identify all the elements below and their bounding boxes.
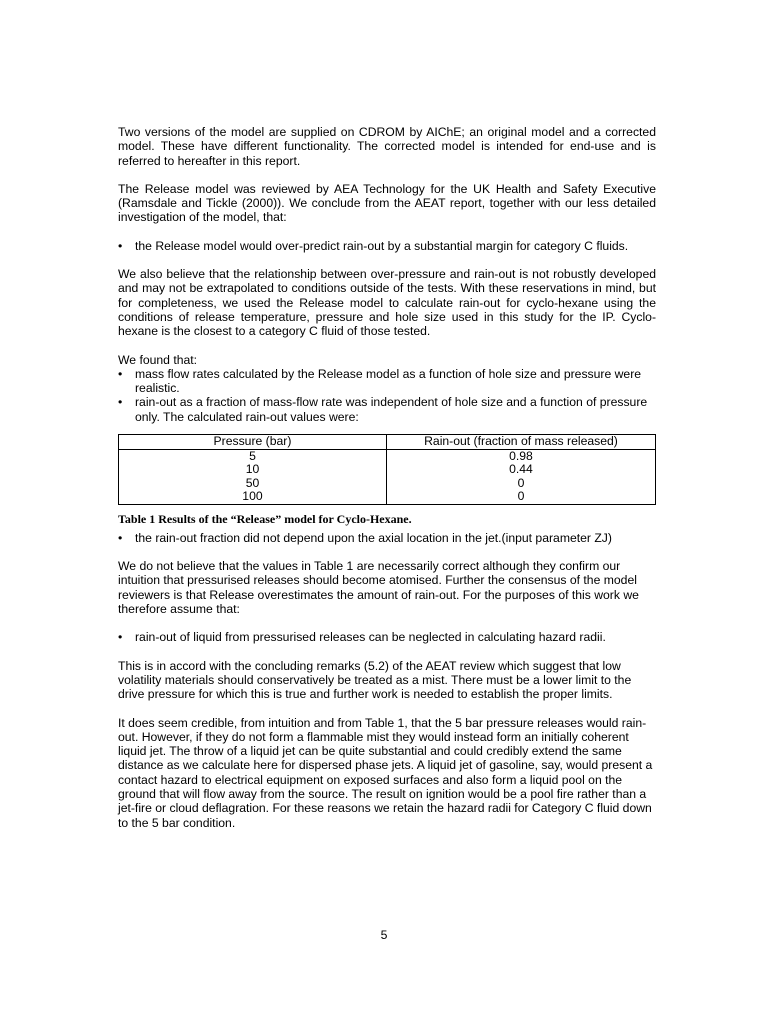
table-cell: 0: [386, 490, 655, 504]
bullet-list-axial: [118, 531, 656, 545]
document-page: [118, 125, 656, 844]
paragraph-over-pressure: We also believe that the relationship between over-pressure and rain-out is not robustly developed and may not be extrapolated to conditions outside of the tests. With these reservations in mind, but for completeness, we used the Release model to calculate rain-out for cyclo-hexane using the conditions of release temperature, pressure and hole size used in this study for the IP. Cyclo-hexane is the closest to a category C fluid of those tested.: [118, 267, 656, 339]
table-row: [119, 463, 656, 477]
paragraph-we-found: We found that:: [118, 352, 198, 367]
bullet-icon: •: [118, 630, 123, 645]
list-item: • rain-out as a fraction of mass-flow rate was independent of hole size and a function of pressure only. The calculated rain-out values were:: [118, 395, 648, 424]
list-item: • mass flow rates calculated by the Release model as a function of hole size and pressure were realistic.: [118, 366, 642, 396]
bullet-list-assumption: [118, 630, 656, 644]
bullet-icon: •: [118, 395, 123, 410]
table-cell: 100: [119, 490, 387, 504]
table-cell: 0: [386, 477, 655, 491]
bullet-icon: •: [118, 366, 123, 381]
table-row: [119, 449, 656, 463]
list-item: • the rain-out fraction did not depend upon the axial location in the jet.(input parameter ZJ): [118, 530, 612, 545]
bullet-list-conclusion: [118, 239, 656, 253]
table-row: [119, 477, 656, 491]
bullet-list-findings: [118, 367, 656, 424]
table-cell: 0.98: [386, 449, 655, 463]
table-cell: 5: [119, 449, 387, 463]
table-row: [119, 490, 656, 504]
paragraph-liquid-jet: It does seem credible, from intuition and from Table 1, that the 5 bar pressure releases would rain-out. However, if they do not form a flammable mist they would instead form an initially coherent liquid jet. The throw of a liquid jet can be quite substantial and could credibly extend the same distance as we calculate here for dispersed phase jets. A liquid jet of gasoline, say, would present a contact hazard to electrical equipment on exposed surfaces and also form a liquid pool on the ground that will flow away from the source. The result on ignition would be a pool fire rather than a jet-fire or cloud deflagration. For these reasons we retain the hazard radii for Category C fluid down to the 5 bar condition.: [118, 715, 653, 830]
paragraph-aeat-review: The Release model was reviewed by AEA Technology for the UK Health and Safety Executive (Ramsdale and Tickle (2000)). We conclude from the AEAT report, together with our less detailed investigation of the model, that:: [118, 181, 656, 225]
table-cell: 50: [119, 477, 387, 491]
bullet-icon: •: [118, 530, 123, 545]
page-number: 5: [380, 928, 388, 942]
table-header-pressure: Pressure (bar): [119, 435, 387, 450]
paragraph-table-values: We do not believe that the values in Table 1 are necessarily correct although they confirm our intuition that pressurised releases should become atomised. Further the consensus of the model reviewers is that Release overestimates the amount of rain-out. For the purposes of this work we therefore assume that:: [118, 559, 639, 617]
table-caption: Table 1 Results of the “Release” model for Cyclo-Hexane.: [118, 511, 412, 526]
paragraph-cdrom-versions: Two versions of the model are supplied on CDROM by AIChE; an original model and a corrected model. These have different functionality. The corrected model is intended for end-use and is referred to hereafter in this report.: [118, 125, 656, 168]
rain-out-table: [118, 434, 656, 505]
paragraph-aeat-remarks: This is in accord with the concluding remarks (5.2) of the AEAT review which suggest that low volatility materials should conservatively be treated as a mist. There must be a lower limit to the drive pressure for which this is true and further work is needed to establish the proper limits.: [118, 658, 632, 702]
table-cell: 0.44: [386, 463, 655, 477]
table-cell: 10: [119, 463, 387, 477]
table-header-row: [119, 435, 656, 450]
list-item: • the Release model would over-predict rain-out by a substantial margin for category C fluids.: [118, 238, 629, 253]
list-item: • rain-out of liquid from pressurised releases can be neglected in calculating hazard radii.: [118, 630, 606, 645]
table-header-rain-out: Rain-out (fraction of mass released): [386, 435, 655, 450]
bullet-icon: •: [118, 238, 123, 253]
